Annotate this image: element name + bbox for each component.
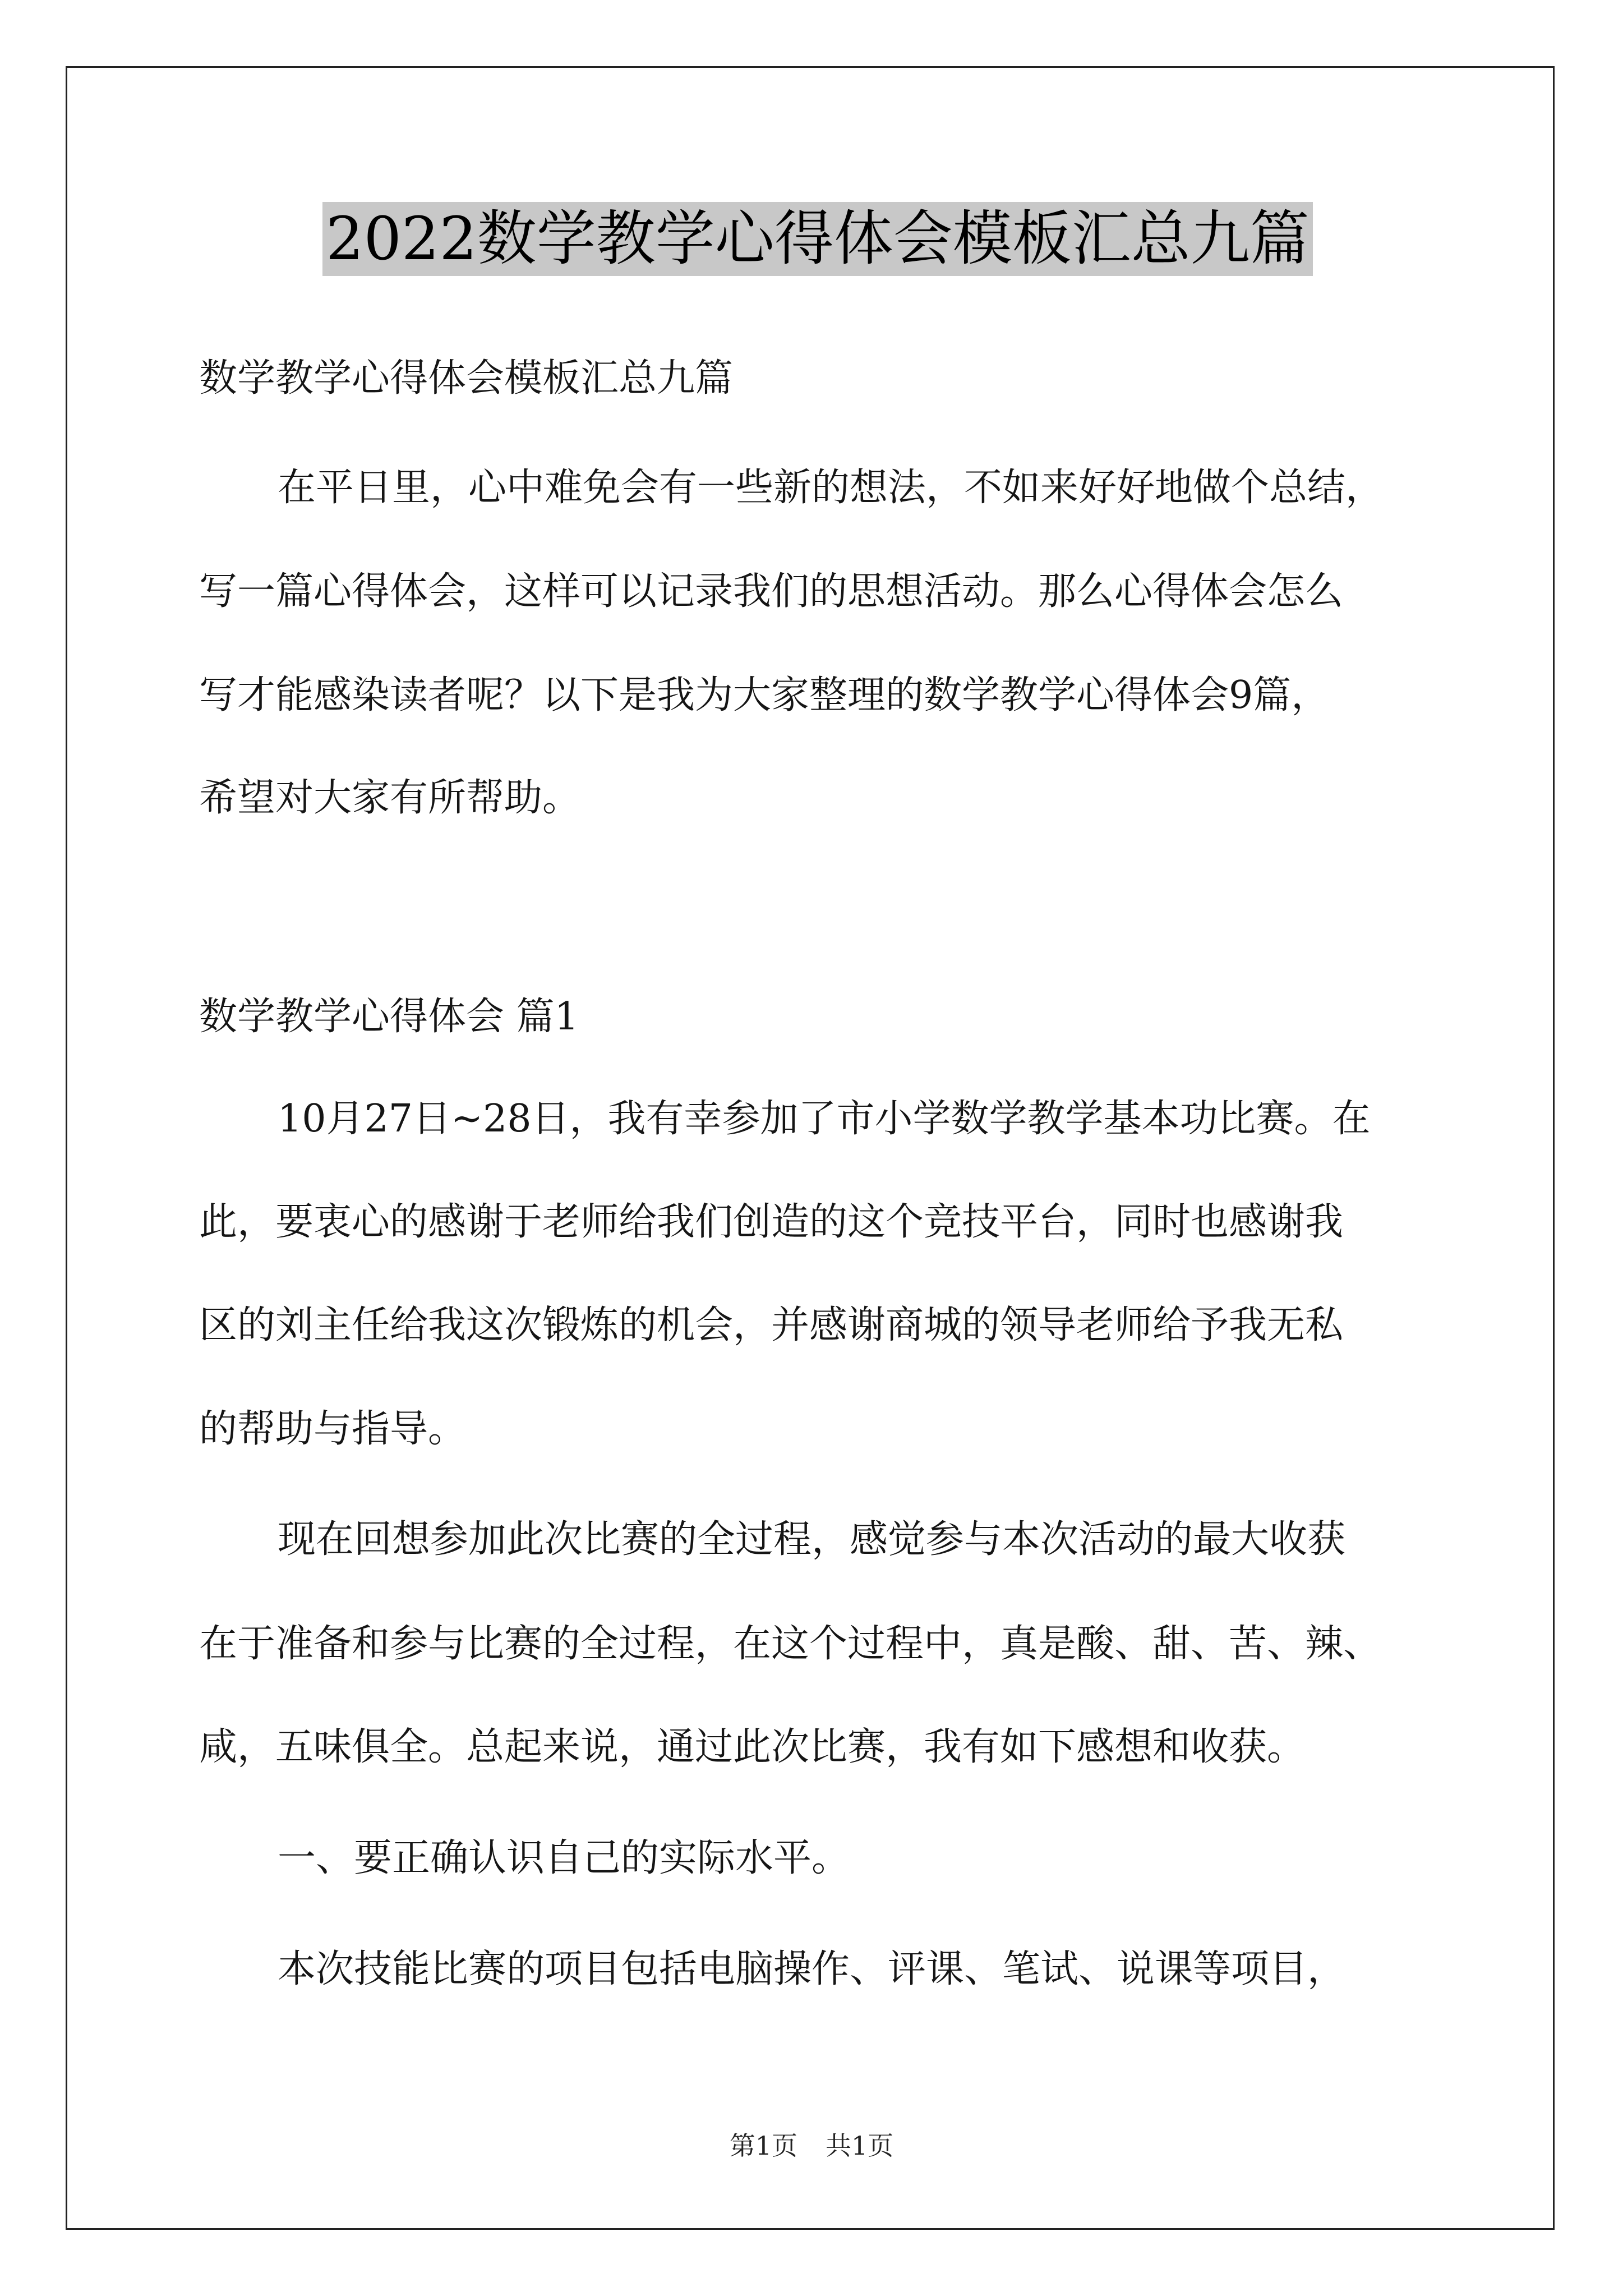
intro-line: 希望对大家有所帮助。 [199,776,581,820]
intro-line: 在平日里，心中难免会有一些新的想法，不如来好好地做个总结， [278,466,1384,510]
body-line: 一、要正确认识自己的实际水平。 [278,1836,850,1880]
body-line: 区的刘主任给我这次锻炼的机会，并感谢商城的领导老师给予我无私 [199,1303,1344,1347]
body-line: 的帮助与指导。 [199,1407,467,1451]
body-line: 10月27日~28日，我有幸参加了市小学数学教学基本功比赛。在 [278,1097,1371,1141]
body-line: 在于准备和参与比赛的全过程，在这个过程中，真是酸、甜、苦、辣、 [199,1622,1382,1666]
document-subtitle: 数学教学心得体会模板汇总九篇 [199,356,734,401]
intro-line: 写一篇心得体会，这样可以记录我们的思想活动。那么心得体会怎么 [199,569,1344,614]
page-number: 第1页 [729,2131,797,2161]
body-line: 现在回想参加此次比赛的全过程，感觉参与本次活动的最大收获 [278,1517,1346,1562]
page-total: 共1页 [826,2131,894,2161]
intro-line: 写才能感染读者呢？以下是我为大家整理的数学教学心得体会9篇， [199,673,1330,717]
page-footer [0,2129,1623,2162]
document-title: 2022数学教学心得体会模板汇总九篇 [322,202,1313,276]
body-line: 本次技能比赛的项目包括电脑操作、评课、笔试、说课等项目， [278,1947,1346,1991]
section-heading: 数学教学心得体会 篇1 [199,995,579,1039]
body-line: 此，要衷心的感谢于老师给我们创造的这个竞技平台，同时也感谢我 [199,1200,1344,1244]
body-line: 咸，五味俱全。总起来说，通过此次比赛，我有如下感想和收获。 [199,1725,1306,1769]
